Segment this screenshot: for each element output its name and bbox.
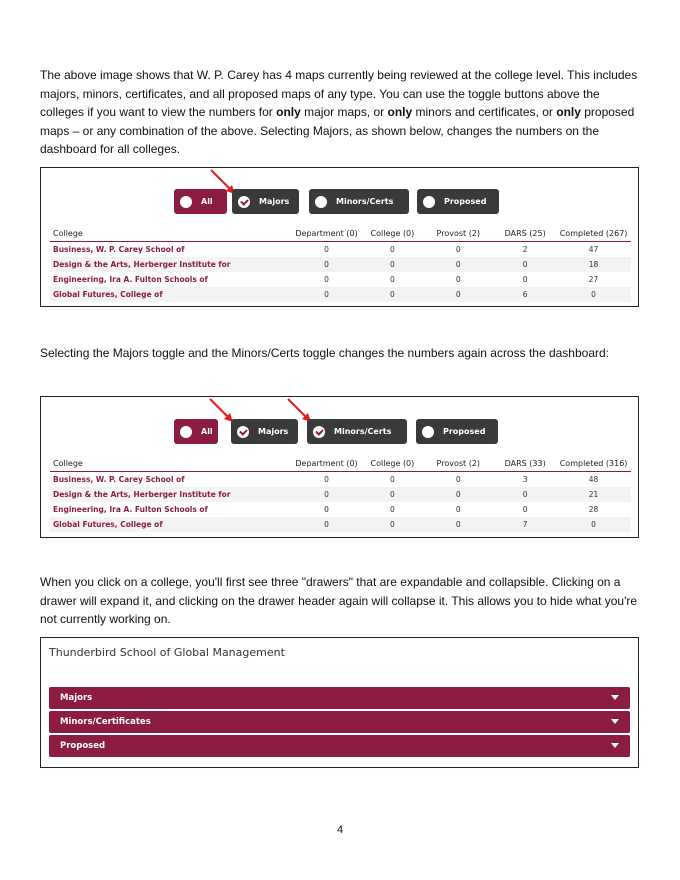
radio-unchecked-icon [180, 426, 192, 438]
toggle-minors-certs[interactable]: Minors/Certs [309, 189, 409, 214]
table-row[interactable]: Design & the Arts, Herberger Institute for 0 0 0 0 18 [50, 257, 631, 272]
table-row[interactable]: Business, W. P. Carey School of 0 0 0 3 48 [53, 475, 599, 484]
checkmark-icon [237, 426, 249, 438]
checkmark-icon [313, 426, 325, 438]
radio-unchecked-icon [315, 196, 327, 208]
toggle-all[interactable]: All [174, 419, 218, 444]
paragraph-drawers: When you click on a college, you'll first see three "drawers" that are expandable and collapsible. Clicking on a drawer will expand it, and clicking on the drawer header again will collapse it. This allows you to hide what you're not currently working on. [40, 575, 638, 627]
college-table [50, 455, 631, 532]
table-row[interactable]: Global Futures, College of 0 0 0 7 0 [50, 517, 631, 532]
college-table [50, 225, 631, 302]
school-title: Thunderbird School of Global Management [49, 646, 285, 659]
toggle-proposed[interactable]: Proposed [417, 189, 499, 214]
radio-unchecked-icon [423, 196, 435, 208]
radio-unchecked-icon [180, 196, 192, 208]
table-row[interactable]: Global Futures, College of 0 0 0 6 0 [50, 287, 631, 302]
drawer-minors-certificates[interactable]: Minors/Certificates [49, 711, 630, 733]
dashboard-screenshot-majors [40, 167, 639, 307]
toggle-all[interactable]: All [174, 189, 227, 214]
toggle-bar [41, 419, 638, 445]
dashboard-screenshot-majors-minors [40, 396, 639, 538]
table-row[interactable]: Engineering, Ira A. Fulton Schools of 0 0 0 0 27 [53, 275, 599, 284]
caret-down-icon [611, 743, 619, 748]
table-header: College Department (0) College (0) Provost (2) DARS (25) Completed (267) [50, 225, 631, 242]
radio-unchecked-icon [422, 426, 434, 438]
checkmark-icon [238, 196, 250, 208]
table-row[interactable]: Business, W. P. Carey School of 0 0 0 2 47 [53, 245, 599, 254]
paragraph-majors-minors: Selecting the Majors toggle and the Minors/Certs toggle changes the numbers again across the dashboard: [40, 346, 610, 360]
table-header: College Department (0) College (0) Provost (2) DARS (33) Completed (316) [50, 455, 631, 472]
caret-down-icon [611, 719, 619, 724]
toggle-proposed[interactable]: Proposed [416, 419, 498, 444]
table-row[interactable]: Design & the Arts, Herberger Institute for 0 0 0 0 21 [50, 487, 631, 502]
toggle-minors-certs[interactable]: Minors/Certs [307, 419, 407, 444]
drawer-proposed[interactable]: Proposed [49, 735, 630, 757]
college-drawers-screenshot [40, 637, 639, 768]
toggle-majors[interactable]: Majors [231, 419, 298, 444]
toggle-majors[interactable]: Majors [232, 189, 299, 214]
caret-down-icon [611, 695, 619, 700]
table-row[interactable]: Engineering, Ira A. Fulton Schools of 0 0 0 0 28 [53, 505, 599, 514]
toggle-bar [41, 189, 638, 215]
drawer-majors[interactable]: Majors [49, 687, 630, 709]
paragraph-intro: The above image shows that W. P. Carey has 4 maps currently being reviewed at the college level. This includes majors, minors, certificates, and all proposed maps of any type. You can use the toggle buttons above the colleges if you want to view the numbers for only major maps, or only minors and certificates, or only proposed maps – or any combination of the above. Selecting Majors, as shown below, changes the numbers on the dashboard for all colleges. [40, 68, 638, 157]
page-number: 4 [336, 824, 344, 836]
